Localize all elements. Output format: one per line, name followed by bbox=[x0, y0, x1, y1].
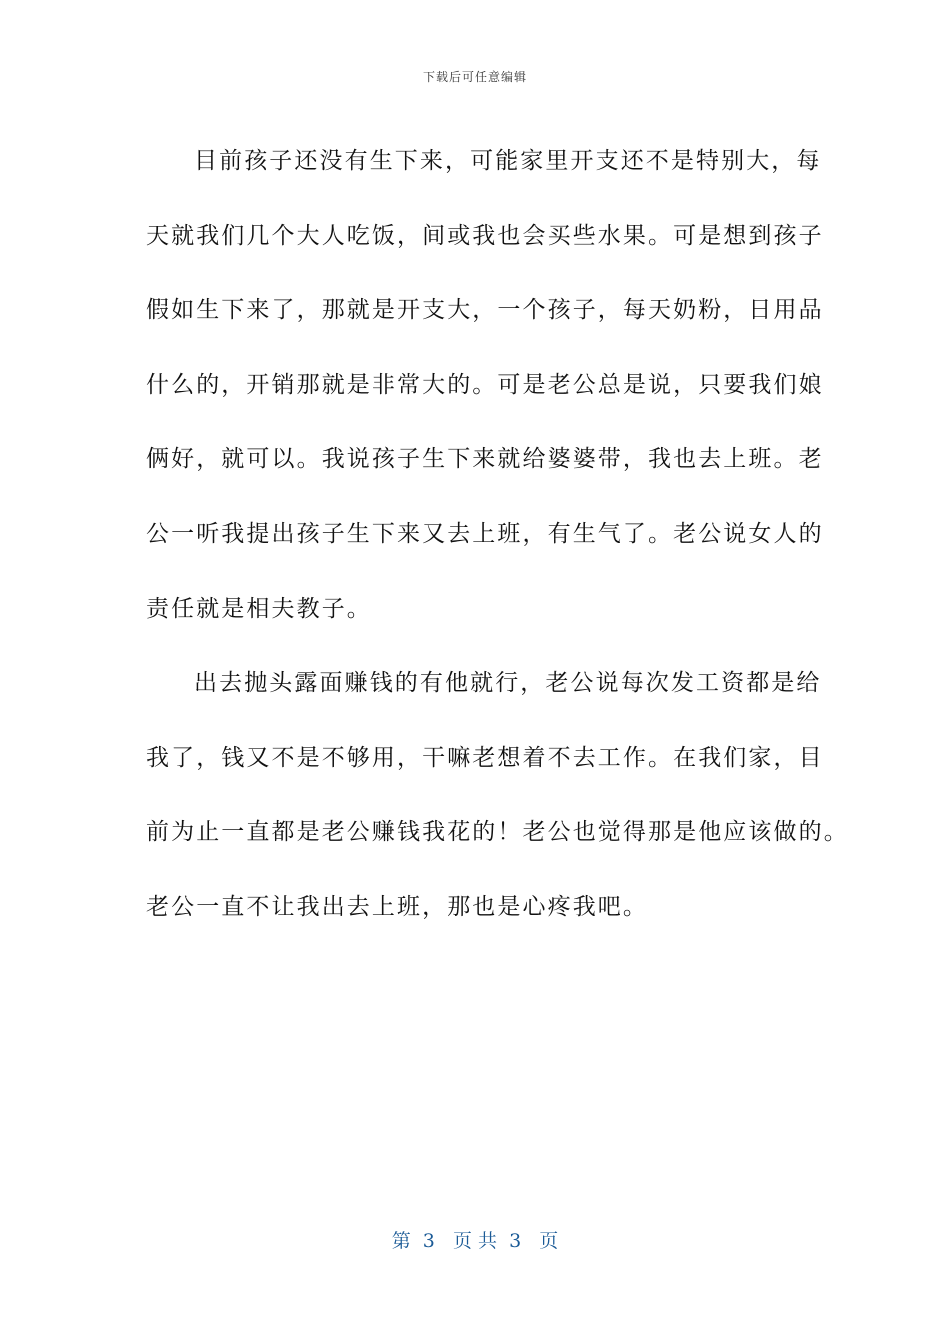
paragraph-line: 出去抛头露面赚钱的有他就行，老公说每次发工资都是给 bbox=[194, 670, 822, 697]
document-body bbox=[146, 124, 849, 945]
page-header: 下载后可任意编辑 bbox=[422, 70, 527, 84]
paragraph-line: 前为止一直都是老公赚钱我花的！老公也觉得那是他应该做的。 bbox=[146, 819, 849, 846]
page-footer bbox=[0, 1226, 950, 1253]
paragraph-line: 什么的，开销那就是非常大的。可是老公总是说，只要我们娘 bbox=[146, 371, 824, 398]
paragraph-line: 天就我们几个大人吃饭，间或我也会买些水果。可是想到孩子 bbox=[146, 222, 824, 249]
paragraph-line: 公一听我提出孩子生下来又去上班，有生气了。老公说女人的 bbox=[146, 520, 824, 547]
paragraph-line: 我了，钱又不是不够用，干嘛老想着不去工作。在我们家，目 bbox=[146, 744, 824, 771]
paragraph-line: 假如生下来了，那就是开支大，一个孩子，每天奶粉，日用品 bbox=[146, 297, 824, 324]
paragraph-line: 老公一直不让我出去上班，那也是心疼我吧。 bbox=[146, 893, 648, 920]
paragraph-line: 责任就是相夫教子。 bbox=[146, 595, 372, 622]
paragraph-line: 目前孩子还没有生下来，可能家里开支还不是特别大，每 bbox=[194, 148, 822, 174]
page-number: 第 3 页 共 3 页 bbox=[391, 1230, 559, 1252]
paragraph-line: 俩好，就可以。我说孩子生下来就给婆婆带，我也去上班。老 bbox=[146, 446, 824, 473]
